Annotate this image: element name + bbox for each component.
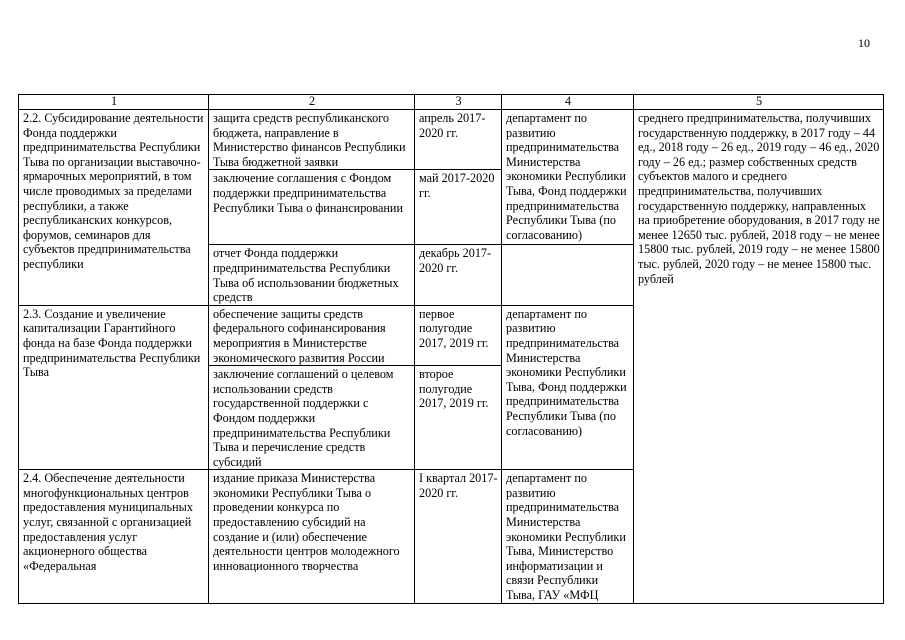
measure-cell: 2.3. Создание и увеличение капитализации Гарантийного фонда на базе Фонда поддержки предпринимательства Республики Тыва	[19, 305, 209, 470]
deadline-cell: первое полугодие 2017, 2019 гг.	[415, 305, 502, 365]
deadline-cell: апрель 2017-2020 гг.	[415, 110, 502, 170]
responsible-cell-empty	[502, 245, 634, 305]
column-header: 4	[502, 95, 634, 110]
measure-cell: 2.4. Обеспечение деятельности многофункциональных центров предоставления муниципальных услуг, связанной с организацией предоставления услуг акционерного общества «Федеральная	[19, 470, 209, 603]
page-number: 10	[858, 36, 870, 50]
action-cell: отчет Фонда поддержки предпринимательства Республики Тыва об использовании бюджетных средств	[209, 245, 415, 305]
action-cell: заключение соглашения с Фондом поддержки предпринимательства Республики Тыва о финансировании	[209, 170, 415, 245]
deadline-cell: декабрь 2017-2020 гг.	[415, 245, 502, 305]
action-cell: заключение соглашений о целевом использовании средств государственной поддержки с Фондом поддержки предпринимательства Республики Тыва и перечисление средств субсидий	[209, 366, 415, 470]
table-header-row	[19, 95, 884, 110]
responsible-cell: департамент по развитию предпринимательства Министерства экономики Республики Тыва, Министерство информатизации и связи Республики Тыва, ГАУ «МФЦ	[502, 470, 634, 603]
action-cell: защита средств республиканского бюджета, направление в Министерство финансов Республики Тыва бюджетной заявки	[209, 110, 415, 170]
responsible-cell: департамент по развитию предпринимательства Министерства экономики Республики Тыва, Фонд поддержки предпринимательства Республики Тыва (по согласованию)	[502, 110, 634, 245]
deadline-cell: I квартал 2017-2020 гг.	[415, 470, 502, 603]
action-cell: издание приказа Министерства экономики Республики Тыва о проведении конкурса по предоставлению субсидий на создание и (или) обеспечение деятельности центров молодежного инновационного творчества	[209, 470, 415, 603]
deadline-cell: май 2017-2020 гг.	[415, 170, 502, 245]
responsible-cell: департамент по развитию предпринимательства Министерства экономики Республики Тыва, Фонд поддержки предпринимательства Республики Тыва (по согласованию)	[502, 305, 634, 470]
action-cell: обеспечение защиты средств федерального софинансирования мероприятия в Министерстве экономического развития России	[209, 305, 415, 365]
column-header: 1	[19, 95, 209, 110]
column-header: 2	[209, 95, 415, 110]
result-cell: среднего предпринимательства, получивших государственную поддержку, в 2017 году – 44 ед., 2018 году – 26 ед., 2019 году – 46 ед., 2020 году – 26 ед.; размер собственных средств субъектов малого и среднего предпринимательства, получивших государственную поддержку, направленных на приобретение оборудования, в 2017 году не менее 12650 тыс. рублей, 2018 году – не менее 15800 тыс. рублей, 2019 году – не менее 15800 тыс. рублей, 2020 году – не менее 15800 тыс. рублей	[634, 110, 884, 604]
table-row	[19, 110, 884, 170]
column-header: 3	[415, 95, 502, 110]
deadline-cell: второе полугодие 2017, 2019 гг.	[415, 366, 502, 470]
column-header: 5	[634, 95, 884, 110]
plan-table	[18, 94, 884, 604]
measure-cell: 2.2. Субсидирование деятельности Фонда поддержки предпринимательства Республики Тыва по организации выставочно-ярмарочных мероприятий, в том числе проводимых за пределами республики, а также республиканских конкурсов, форумов, семинаров для субъектов предпринимательства республики	[19, 110, 209, 306]
